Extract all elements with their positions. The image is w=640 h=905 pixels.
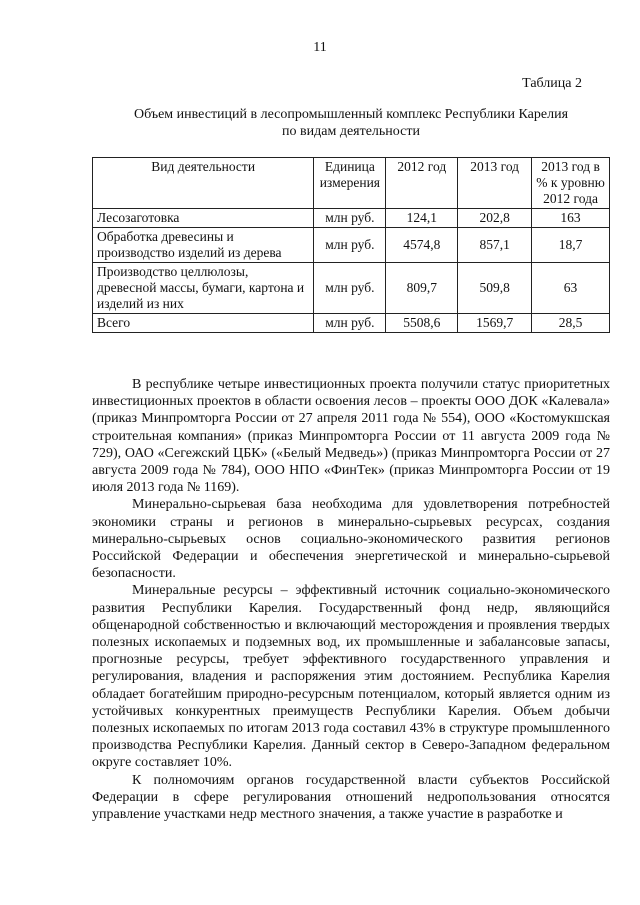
table-row — [93, 263, 610, 314]
cell-unit: млн руб. — [314, 209, 386, 228]
header-unit: Единица измерения — [314, 158, 386, 209]
cell-percent: 163 — [532, 209, 610, 228]
header-percent: 2013 год в % к уровню 2012 года — [532, 158, 610, 209]
cell-activity: Всего — [93, 314, 314, 333]
body-text — [92, 376, 610, 823]
cell-2013: 202,8 — [458, 209, 532, 228]
cell-percent: 63 — [532, 263, 610, 314]
paragraph-authority-powers: К полномочиям органов государственной власти субъектов Российской Федерации в сфере регулирования отношений недропользования относятся управление участками недр местного значения, а также участие в разработке и — [92, 772, 610, 823]
cell-activity: Обработка древесины и производство изделий из дерева — [93, 228, 314, 263]
table-title — [92, 106, 610, 140]
paragraph-mineral-resources: Минеральные ресурсы – эффективный источник социально-экономического развития Республики Карелия. Государственный фонд недр, являющийся общенародной собственностью и включающий месторождения и проявления твердых полезных ископаемых и подземных вод, их промышленные и забалансовые запасы, прогнозные ресурсы, требует эффективного государственного управления и регулирования, владения и распоряжения этим достоянием. Республика Карелия обладает богатейшим природно-ресурсным потенциалом, который является одним из устойчивых конкурентных преимуществ Республики Карелия. Объем добычи полезных ископаемых по итогам 2013 года составил 43% в структуре промышленного производства Республики Карелия. Данный сектор в Северо-Западном федеральном округе составляет 10%. — [92, 583, 610, 771]
table-label: Таблица 2 — [522, 76, 582, 91]
cell-unit: млн руб. — [314, 228, 386, 263]
table-row — [93, 228, 610, 263]
cell-2012: 124,1 — [386, 209, 458, 228]
header-activity: Вид деятельности — [93, 158, 314, 209]
table-row-total — [93, 314, 610, 333]
cell-2012: 5508,6 — [386, 314, 458, 333]
cell-2012: 809,7 — [386, 263, 458, 314]
cell-activity: Производство целлюлозы, древесной массы, бумаги, картона и изделий из них — [93, 263, 314, 314]
header-2012: 2012 год — [386, 158, 458, 209]
cell-unit: млн руб. — [314, 314, 386, 333]
investment-table — [92, 157, 610, 333]
table-row — [93, 209, 610, 228]
paragraph-priority-projects: В республике четыре инвестиционных проекта получили статус приоритетных инвестиционных проектов в области освоения лесов – проекты ООО ДОК «Калевала» (приказ Минпромторга России от 27 апреля 2011 года № 554), ООО «Костомукшская строительная компания» (приказ Минпромторга России от 11 августа 2009 года № 729), ОАО «Сегежский ЦБК» («Белый Медведь») (приказ Минпромторга России от 27 августа 2009 года № 784), ООО НПО «ФинТек» (приказ Минпромторга России от 19 июля 2013 года № 1169). — [92, 377, 610, 496]
cell-unit: млн руб. — [314, 263, 386, 314]
table-title-line-2: по видам деятельности — [282, 124, 420, 139]
cell-2013: 857,1 — [458, 228, 532, 263]
cell-activity: Лесозаготовка — [93, 209, 314, 228]
page-number: 11 — [313, 40, 327, 55]
cell-2013: 509,8 — [458, 263, 532, 314]
table-title-line-1: Объем инвестиций в лесопромышленный комплекс Республики Карелия — [133, 107, 569, 122]
cell-percent: 18,7 — [532, 228, 610, 263]
table-header-row — [93, 158, 610, 209]
cell-percent: 28,5 — [532, 314, 610, 333]
cell-2013: 1569,7 — [458, 314, 532, 333]
cell-2012: 4574,8 — [386, 228, 458, 263]
paragraph-mineral-base: Минерально-сырьевая база необходима для удовлетворения потребностей экономики страны и регионов в минерально-сырьевых ресурсах, создания минерально-сырьевых основ социально-экономического развития регионов Российской Федерации и обеспечения энергетической и минерально-сырьевой безопасности. — [92, 497, 610, 582]
header-2013: 2013 год — [458, 158, 532, 209]
